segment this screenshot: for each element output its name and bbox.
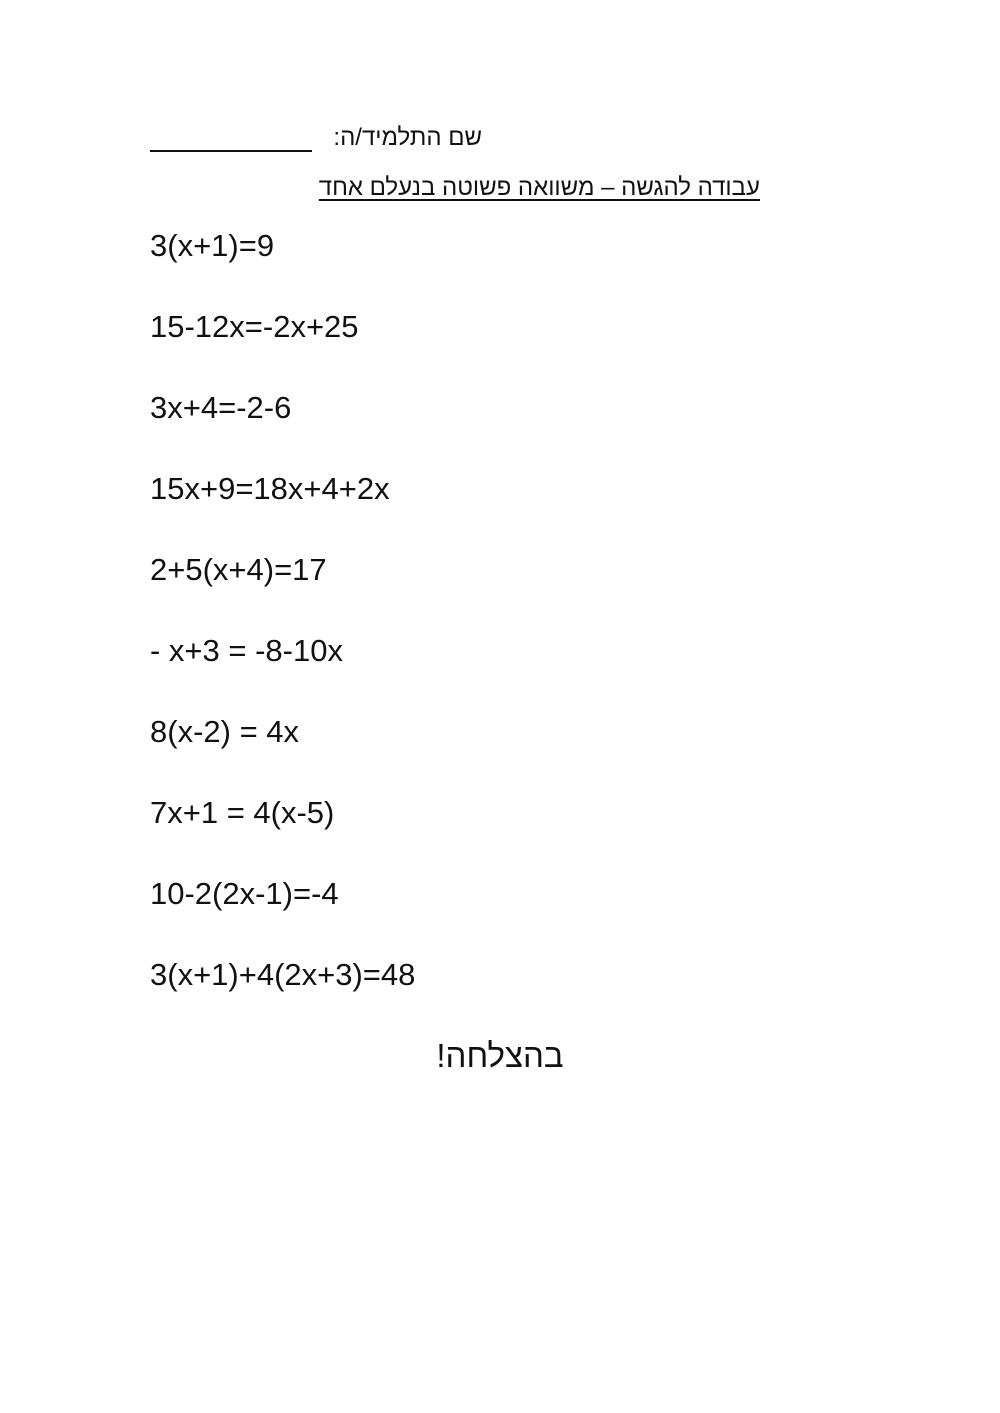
student-name-field[interactable] — [150, 120, 490, 156]
equation-5: 2+5(x+4)=17 — [150, 552, 327, 587]
good-luck-footer — [0, 1032, 1000, 1080]
equation-10: 3(x+1)+4(2x+3)=48 — [150, 957, 416, 992]
equation-1: 3(x+1)=9 — [150, 228, 275, 263]
student-name-label: שם התלמיד/ה: — [333, 124, 482, 151]
worksheet-title: עבודה להגשה – משוואה פשוטה בנעלם אחד — [318, 174, 760, 201]
equation-6: - x+3 = -8-10x — [150, 633, 343, 668]
equation-9: 10-2(2x-1)=-4 — [150, 876, 339, 911]
student-name-blank-line[interactable] — [150, 150, 312, 152]
equation-2: 15-12x=-2x+25 — [150, 309, 359, 344]
equation-7: 8(x-2) = 4x — [150, 714, 300, 749]
equation-4: 15x+9=18x+4+2x — [150, 471, 390, 506]
equation-3: 3x+4=-2-6 — [150, 390, 292, 425]
good-luck-message: בהצלחה! — [436, 1037, 564, 1074]
equation-list — [150, 222, 415, 1032]
equation-8: 7x+1 = 4(x-5) — [150, 795, 335, 830]
